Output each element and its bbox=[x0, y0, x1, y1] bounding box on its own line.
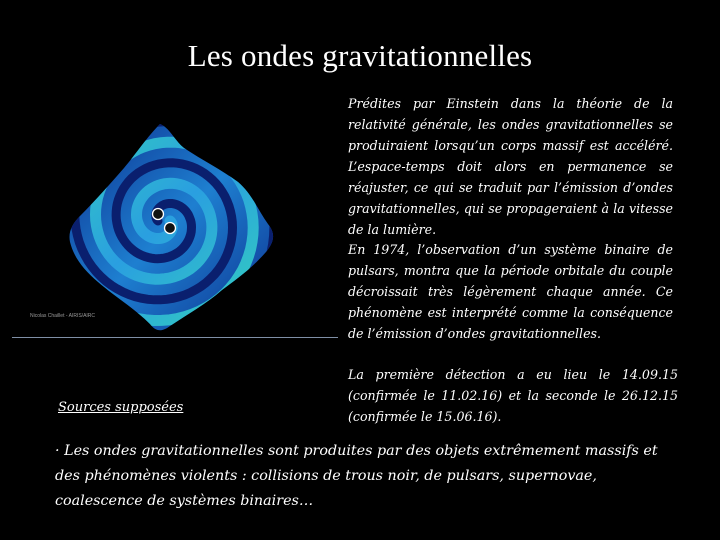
black-hole-1 bbox=[153, 209, 164, 220]
gravitational-wave-illustration bbox=[62, 118, 280, 338]
paragraph-prediction: Prédites par Einstein dans la théorie de la relativité générale, les ondes gravitationnelles se produiraient lorsqu’un corps massif est accéléré. L’espace-temps doit alors en permanence se réajuster, ce qui se traduit par l’émission d’ondes gravitationnelles, qui se propageraient à la vitesse de la lumière. bbox=[348, 96, 673, 237]
paragraph-pulsar-observation: En 1974, l’observation d’un système binaire de pulsars, montra que la période orbitale du couple décroissait très légèrement chaque année. Ce phénomène est interprété comme la conséquence de l’émission d’ondes gravitationnelles. bbox=[348, 242, 673, 341]
paragraph-detection: La première détection a eu lieu le 14.09.15 (confirmée le 11.02.16) et la seconde le 26.12.15 (confirmée le 15.06.16). bbox=[348, 367, 678, 424]
divider-line bbox=[12, 337, 338, 338]
slide-title: Les ondes gravitationnelles bbox=[187, 38, 533, 73]
spiral-wave-image bbox=[62, 118, 280, 338]
sources-heading: Sources supposées bbox=[58, 400, 184, 415]
black-hole-2 bbox=[165, 223, 176, 234]
sources-text: · Les ondes gravitationnelles sont produites par des objets extrêmement massifs et des phénomènes violents : collisions de trous noir, de pulsars, supernovae, coalescence de systèmes binaires… bbox=[55, 443, 658, 509]
image-credit: Nicolas Chaillet - AIRIS/AIRC bbox=[30, 313, 96, 319]
